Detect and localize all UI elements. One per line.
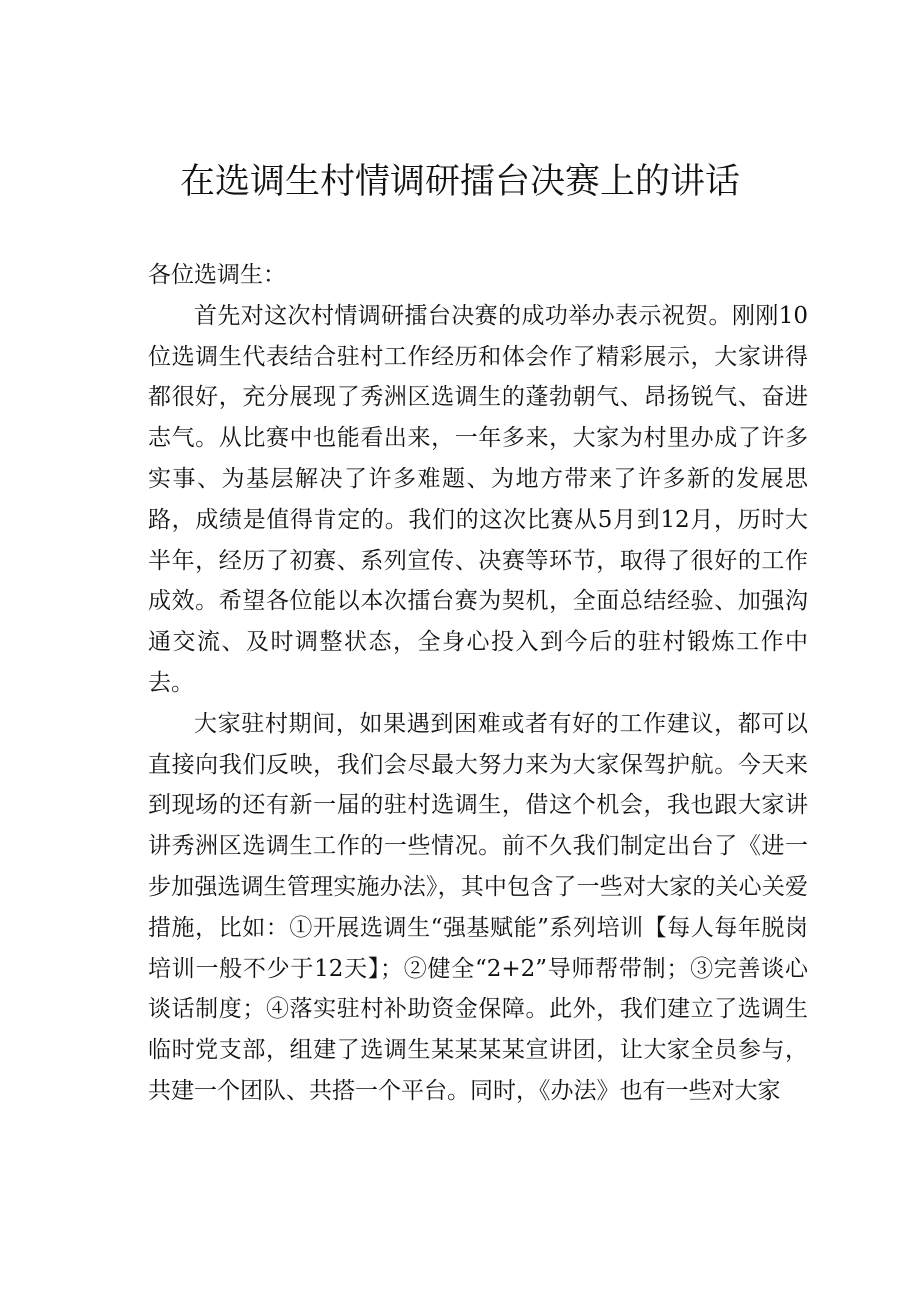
speech-body [148,255,808,1112]
paragraph-support-measures: 大家驻村期间，如果遇到困难或者有好的工作建议，都可以直接向我们反映，我们会尽最大努力来为大家保驾护航。今天来到现场的还有新一届的驻村选调生，借这个机会，我也跟大家讲讲秀洲区选调生工作的一些情况。前不久我们制定出台了《进一步加强选调生管理实施办法》，其中包含了一些对大家的关心关爱措施，比如：①开展选调生“强基赋能”系列培训【每人每年脱岗培训一般不少于12天】；②健全“2+2”导师帮带制；③完善谈心谈话制度；④落实驻村补助资金保障。此外，我们建立了选调生临时党支部，组建了选调生某某某某宣讲团，让大家全员参与，共建一个团队、共搭一个平台。同时，《办法》也有一些对大家 [148,710,808,1104]
paragraph-congratulations: 首先对这次村情调研擂台决赛的成功举办表示祝贺。刚刚10位选调生代表结合驻村工作经历和体会作了精彩展示，大家讲得都很好，充分展现了秀洲区选调生的蓬勃朝气、昂扬锐气、奋进志气。从比赛中也能看出来，一年多来，大家为村里办成了许多实事、为基层解决了许多难题、为地方带来了许多新的发展思路，成绩是值得肯定的。我们的这次比赛从5月到12月，历时大半年，经历了初赛、系列宣传、决赛等环节，取得了很好的工作成效。希望各位能以本次擂台赛为契机，全面总结经验、加强沟通交流、及时调整状态，全身心投入到今后的驻村锻炼工作中去。 [148,302,808,696]
document-title: 在选调生村情调研擂台决赛上的讲话 [179,162,740,202]
salutation: 各位选调生： [148,262,286,288]
